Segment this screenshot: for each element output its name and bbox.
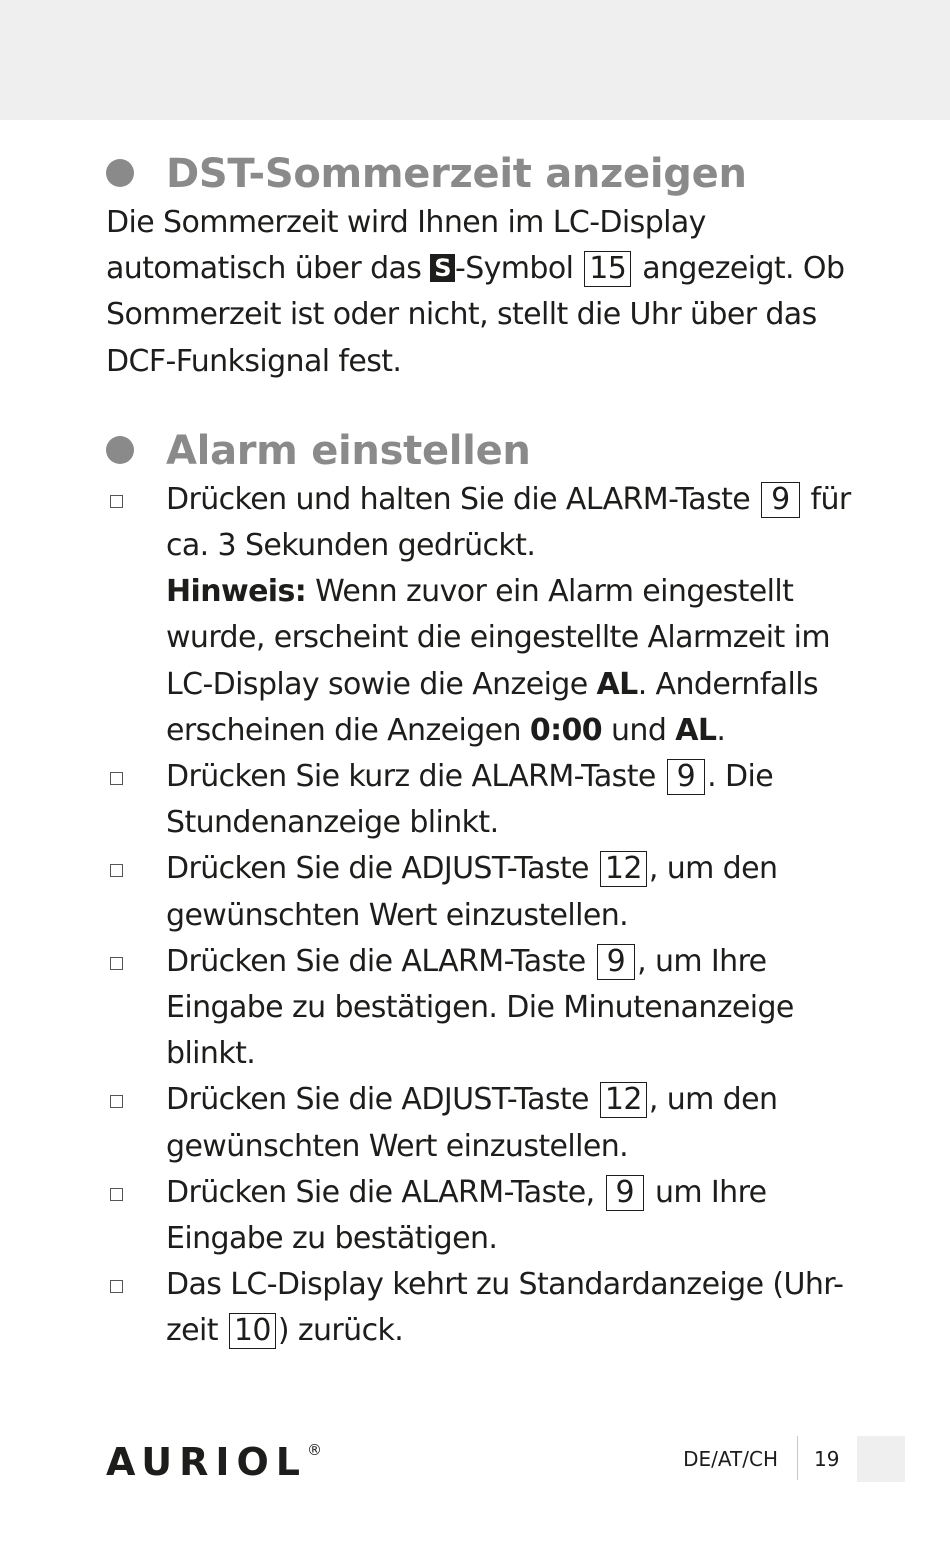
hint-label: Hinweis:: [166, 574, 307, 610]
page-content: [106, 148, 866, 1355]
heading-bullet-icon: [106, 159, 134, 187]
step-text: Drücken Sie kurz die ALARM-Taste: [166, 759, 665, 795]
step-checkbox-icon: [110, 1280, 123, 1293]
dst-text-1: Die Sommerzeit wird Ihnen im LC-Display automatisch über das: [106, 205, 706, 287]
ref-number: 12: [600, 1082, 647, 1118]
step-text: Drücken Sie die ADJUST-Taste: [166, 851, 598, 887]
step-text: Das LC-Display kehrt zu Standardanzeige (Uhr-zeit: [166, 1267, 844, 1349]
step-checkbox-icon: [110, 1188, 123, 1201]
ref-number: 10: [229, 1313, 276, 1349]
step-text: um Ihre Eingabe zu bestätigen.: [166, 1174, 767, 1257]
step-item: [106, 754, 866, 846]
ref-number: 9: [667, 759, 706, 795]
step-item: [106, 1262, 866, 1354]
step-item: [106, 846, 866, 938]
section-heading-alarm: [106, 425, 866, 477]
step-item: [106, 939, 866, 1078]
ref-number: 9: [606, 1175, 645, 1211]
step-text: Drücken Sie die ALARM-Taste: [166, 943, 595, 979]
step-item: [106, 477, 866, 754]
registered-mark: ®: [307, 1441, 323, 1459]
dst-text-2: -Symbol: [454, 251, 583, 287]
s-symbol-icon: S: [430, 254, 455, 282]
alarm-steps-list: [106, 477, 866, 1355]
step-text: Drücken Sie die ALARM-Taste,: [166, 1174, 604, 1210]
step-text: . Die Stundenanzeige blinkt.: [166, 759, 774, 841]
step-text: für ca. 3 Sekunden gedrückt.: [166, 481, 851, 564]
page-tab-marker: [857, 1436, 905, 1482]
region-label: DE/AT/CH: [683, 1447, 778, 1471]
step-item: [106, 1170, 866, 1262]
step-checkbox-icon: [110, 864, 123, 877]
step-checkbox-icon: [110, 772, 123, 785]
heading-bullet-icon: [106, 436, 134, 464]
dst-paragraph: [106, 200, 866, 385]
section-title-alarm: Alarm einstellen: [166, 427, 531, 474]
section-title-dst: DST-Sommerzeit anzeigen: [166, 151, 747, 197]
dst-text-3: angezeigt. Ob Sommerzeit ist oder nicht, stellt die Uhr über das DCF-Funksignal fest.: [106, 251, 845, 379]
section-heading-dst: [106, 148, 866, 200]
display-al: AL: [596, 666, 638, 702]
step-text: Drücken Sie die ADJUST-Taste: [166, 1082, 598, 1118]
ref-number: 9: [761, 482, 800, 518]
hint-text: Wenn zuvor ein Alarm eingestellt wurde, erscheint die eingestellte Alarmzeit im LC-Display sowie die Anzeige: [166, 574, 830, 702]
page-number: 19: [814, 1447, 840, 1471]
step-checkbox-icon: [110, 495, 123, 508]
footer-divider: [797, 1436, 798, 1480]
step-text: , um Ihre Eingabe zu bestätigen. Die Minutenanzeige blinkt.: [166, 943, 794, 1072]
auriol-logo: [106, 1440, 322, 1484]
step-text: , um den gewünschten Wert einzustellen.: [166, 1082, 778, 1164]
step-text: Drücken und halten Sie die ALARM-Taste: [166, 481, 760, 517]
step-text: ) zurück.: [277, 1313, 404, 1349]
hint-text: und: [602, 712, 676, 748]
step-text: , um den gewünschten Wert einzustellen.: [166, 851, 778, 933]
page-footer: [0, 1430, 950, 1490]
display-al: AL: [675, 712, 717, 748]
ref-number: 12: [600, 851, 647, 887]
ref-number: 15: [584, 251, 631, 287]
step-checkbox-icon: [110, 1095, 123, 1108]
step-checkbox-icon: [110, 957, 123, 970]
step-item: [106, 1077, 866, 1169]
header-band: [0, 0, 950, 120]
hint-text: .: [716, 712, 726, 748]
ref-number: 9: [597, 944, 636, 980]
logo-text: AURIOL: [106, 1440, 308, 1484]
display-zero: 0:00: [529, 712, 603, 748]
hint-text: . Andernfalls erscheinen die Anzeigen: [166, 666, 819, 748]
